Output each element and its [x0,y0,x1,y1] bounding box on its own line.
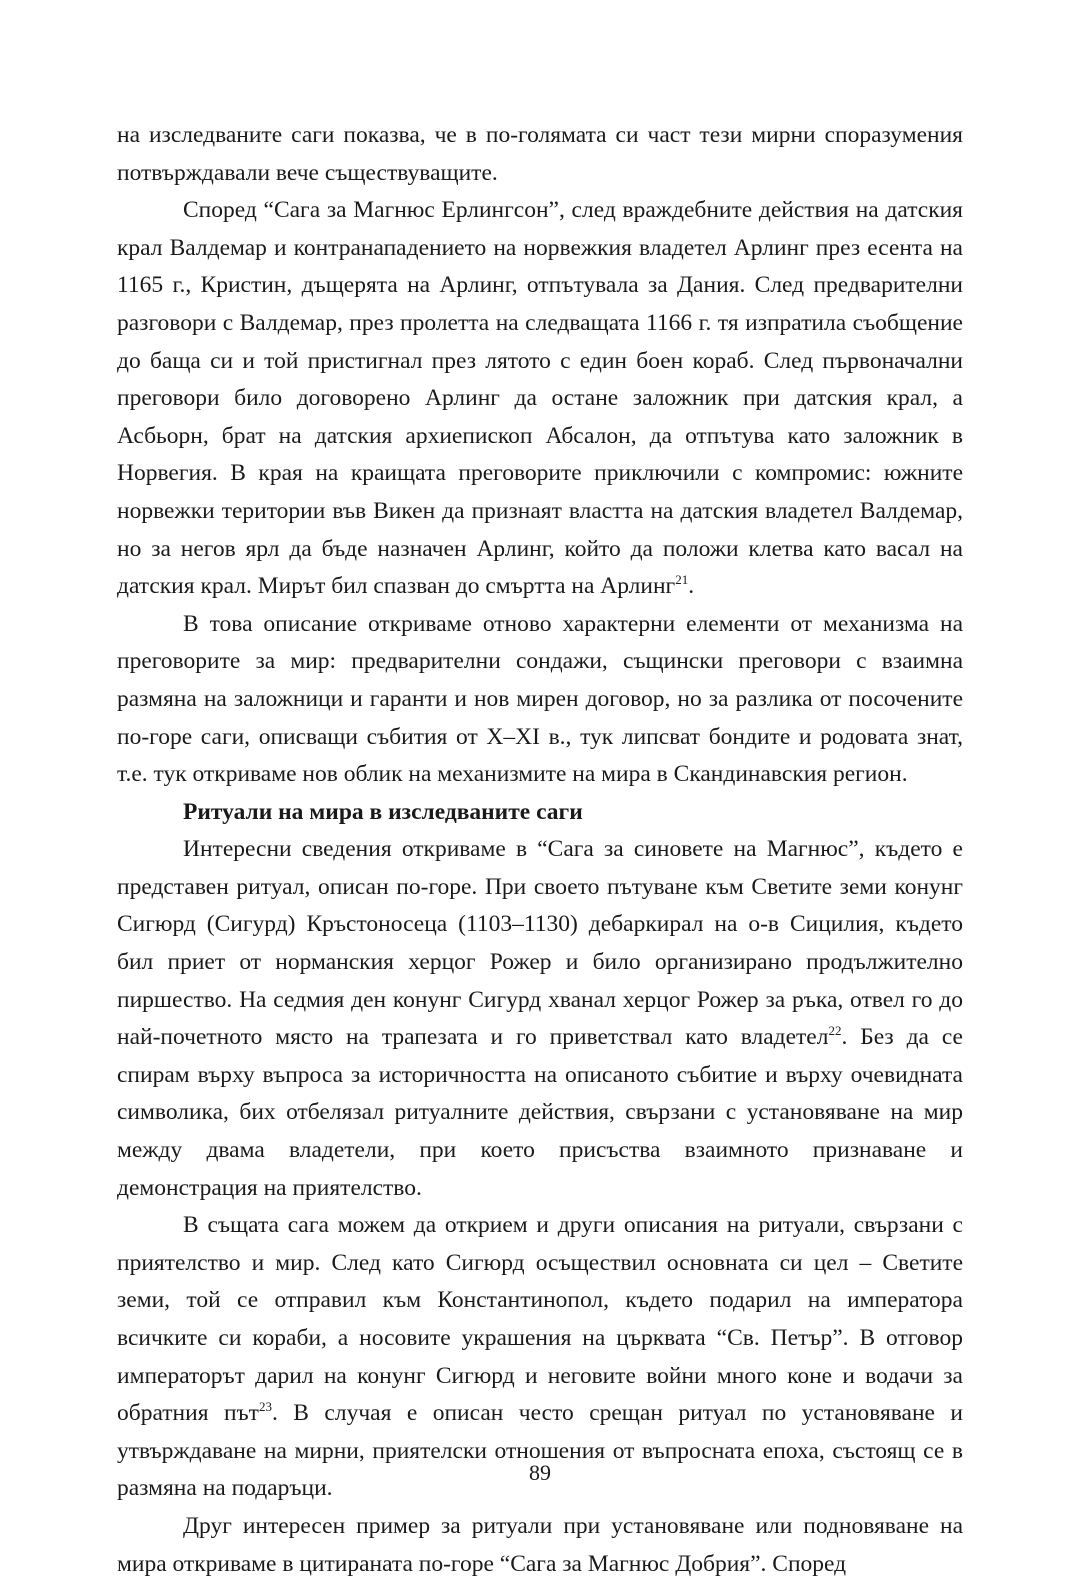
paragraph-3: В това описание откриваме отново характерни елементи от механизма на преговорите за мир: предварителни сондажи, същински преговори с взаимна размяна на заложници и гаранти и нов мирен договор, но за разлика от посочените по-горе саги, описващи събития от X–XI в., тук липсват бондите и родовата знат, т.е. тук откриваме нов облик на механизмите на мира в Скандинавския регион. [117,610,963,788]
paragraph-2 [117,192,963,606]
section-heading: Ритуали на мира в изследваните саги [183,798,583,825]
footnote-ref-23[interactable]: 23 [258,1399,272,1415]
paragraph-4-text: Интересни сведения откриваме в “Сага за синовете на Магнюс”, където е представен ритуал, описан по-горе. При своето пътуване към Светите земи конунг Сигюрд (Сигурд) Кръстоносеца (1103–1130) дебаркирал на о-в Сицилия, където бил приет от норманския херцог Рожер и било организирано продължително пиршество. На седмия ден конунг Сигурд хванал херцог Рожер за ръка, отвел го до най-почетното място на трапезата и го приветствал като владетел [117,836,963,1051]
paragraph-4-tail: . Без да се спирам върху въпроса за историчността на описаното събитие и върху очевидната символика, бих отбелязал ритуалните действия, свързани с установяване на мир между двама владетели, при което присъства взаимното признаване и демонстрация на приятелство. [117,1024,963,1201]
paragraph-4 [117,831,963,1207]
paragraph-2-tail: . [688,573,695,600]
paragraph-2-text: Според “Сага за Магнюс Ерлингсон”, след враждебните действия на датския крал Валдемар и контранападението на норвежкия владетел Арлинг през есента на 1165 г., Кристин, дъщерята на Арлинг, отпътувала за Дания. След предварителни разговори с Валдемар, през пролетта на следващата 1166 г. тя изпратила съобщение до баща си и той пристигнал през лятото с един боен кораб. След първоначални преговори било договорено Арлинг да остане заложник при датския крал, а Асбьорн, брат на датския архиепископ Абсалон, да отпътува като заложник в Норвегия. В края на краищата преговорите приключили с компромис: южните норвежки територии във Викен да признаят властта на датския владетел Валдемар, но за негов ярл да бъде назначен Арлинг, който да положи клетва като васал на датския крал. Мирът бил спазван до смъртта на Арлинг [117,197,963,600]
paragraph-6: Друг интересен пример за ритуали при установяване или подновяване на мира откриваме в цитираната по-горе “Сага за Магнюс Добрия”. Според [117,1512,963,1577]
paragraph-5-text: В същата сага можем да открием и други описания на ритуали, свързани с приятелство и мир. След като Сигюрд осъществил основната си цел – Светите земи, той се отправил към Константинопол, където подарил на императора всичките си кораби, а носовите украшения на църквата “Св. Петър”. В отговор императорът дарил на конунг Сигюрд и неговите войни много коне и водачи за обратния път [117,1212,963,1427]
footnote-ref-21[interactable]: 21 [675,572,689,588]
paragraph-1: на изследваните саги показва, че в по-голямата си част тези мирни споразумения потвърждавали вече съществуващите. [117,122,963,186]
page-body [117,117,963,1583]
page-number: 89 [529,1460,551,1485]
footnote-ref-22[interactable]: 22 [828,1023,842,1039]
paragraph-5-tail: . В случая е описан често срещан ритуал по установяване и утвърждаване на мирни, приятелски отношения от въпросната епоха, състоящ се в размяна на подаръци. [117,1400,963,1502]
